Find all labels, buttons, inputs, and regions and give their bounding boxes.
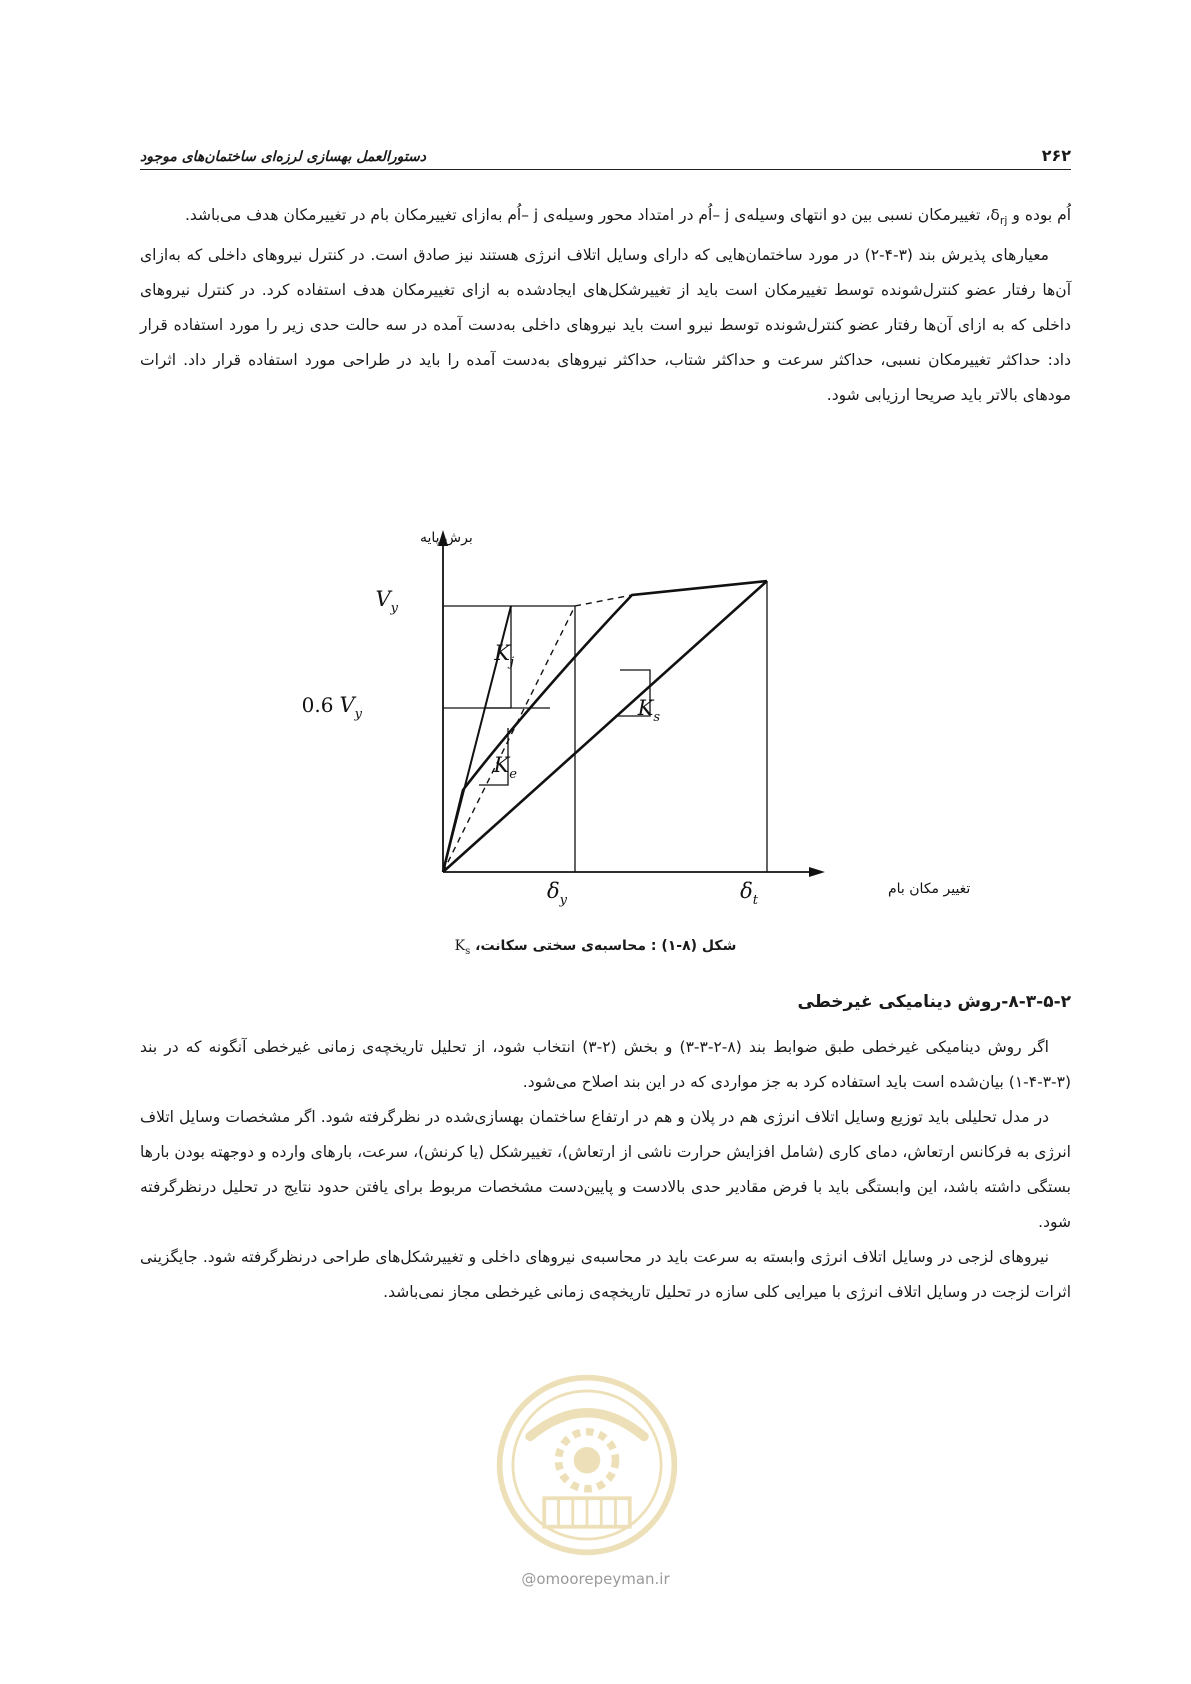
figure-caption: شکل (۸-۱) : محاسبه‌ی سختی سکانت، $K_s$ (454, 938, 737, 957)
dy-label: $\delta_y$ (546, 879, 567, 908)
section-text (140, 1030, 1071, 1310)
intro-paragraph-1: اُم بوده و $\delta_{rj}،$ تغییرمکان نسبی بین دو انتهای وسیله‌ی j –اُم در امتداد محور وسیله‌ی j –اُم به‌ازای تغییرمکان بام در تغییرمکان هدف می‌باشد. (184, 206, 1071, 228)
effective-ke-line (443, 595, 632, 872)
watermark-seal-icon (492, 1370, 682, 1560)
section-heading: ۸-۳-۵-۲-روش دینامیکی غیرخطی (797, 992, 1071, 1012)
section-paragraph-1: اگر روش دینامیکی غیرخطی طبق ضوابط بند (۸-۲-۳-۳) و بخش (۲-۳) انتخاب شود، از تحلیل تاریخچه‌ی زمانی غیرخطی آنگونه که در بند (۳-۳-۴-۱) بیان‌شده است باید استفاده کرد به جز مواردی که در این بند اصلاح می‌شود. (140, 1038, 1071, 1091)
vy-label: $V_y$ (375, 587, 398, 616)
x-axis-arrow-icon (809, 867, 825, 877)
section-paragraph-3: نیروهای لزجی در وسایل اتلاف انرژی وابسته به سرعت باید در محاسبه‌ی نیروهای داخلی و تغییرشکل‌های طراحی درنظرگرفته شود. جایگزینی اثرات لزجت در وسایل اتلاف انرژی با میرایی کلی سازه در تحلیل تاریخچه‌ی زمانی غیرخطی مجاز نمی‌باشد. (140, 1248, 1071, 1301)
kj-label: $K_j$ (494, 641, 514, 670)
x-axis-label: تغییر مکان بام (888, 881, 971, 897)
ke-label: $K_e$ (493, 753, 517, 782)
dt-label: $\delta_t$ (740, 879, 758, 908)
figure-curves (443, 581, 767, 872)
intro-paragraph-2: معیارهای پذیرش بند (۳-۴-۲) در مورد ساختمان‌هایی که دارای وسایل اتلاف انرژی هستند نیز صادق است. در کنترل نیروهای داخلی که به‌ازای آن‌ها رفتار عضو کنترل‌شونده توسط تغییرمکان است باید از تغییرشکل‌های ایجادشده به ازای تغییرمکان هدف استفاده کرد. در کنترل نیروهای داخلی که به ازای آن‌ها رفتار عضو کنترل‌شونده توسط نیرو است باید نیروهای داخلی به‌دست آمده در سه حالت حدی زیر را مورد استفاده قرار داد: حداکثر تغییرمکان نسبی، حداکثر سرعت و حداکثر شتاب، حداکثر نیروهای به‌دست آمده را باید در طراحی مورد استفاده قرار داد. اثرات مودهای بالاتر باید صریحا ارزیابی شود. (140, 246, 1071, 405)
ks-label: $K_s$ (637, 696, 660, 725)
page-number: ۲۶۲ (1041, 146, 1071, 165)
06vy-label: 0.6 $V_y$ (301, 693, 362, 722)
y-axis-label: برش پایه (420, 530, 473, 546)
running-title: دستورالعمل بهسازی لرزه‌ای ساختمان‌های موجود (140, 149, 427, 165)
section-paragraph-2: در مدل تحلیلی باید توزیع وسایل اتلاف انرژی هم در پلان و هم در ارتفاع ساختمان بهسازی‌شده در نظرگرفته شود. اگر مشخصات وسایل اتلاف انرژی به فرکانس ارتعاش، دمای کاری (شامل افزایش حرارت ناشی از ارتعاش)، تغییرشکل (یا کرنش)، سرعت، بارهای وارده و دوجهته بودن بارها بستگی داشته باشد، این وابستگی باید با فرض مقادیر حدی بالادست و پایین‌دست مشخصات مربوط برای یافتن حدود نتایج در تحلیل درنظرگرفته شود. (140, 1108, 1071, 1231)
watermark-url: @omoorepeyman.ir (521, 1570, 670, 1588)
